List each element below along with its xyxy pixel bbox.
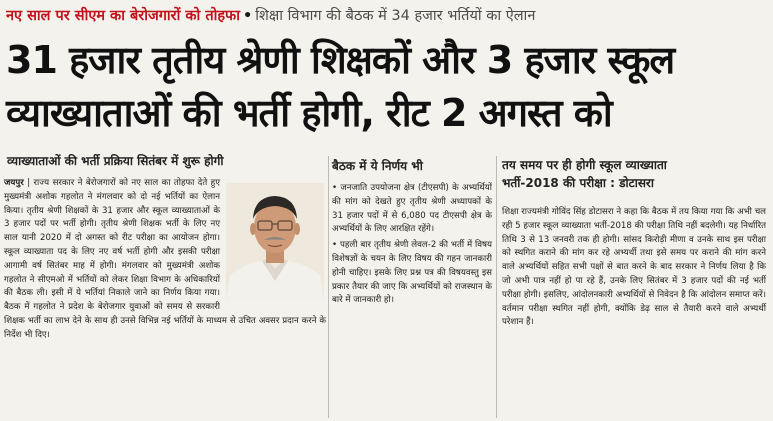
article-column-1 [4, 153, 326, 343]
column-3-body: शिक्षा राज्यमंत्री गोविंद सिंह डोटासरा ने कहा कि बैठक में तय किया गया कि अभी चल रही 5 हजार स्कूल व्याख्याता भर्ती-2018 की परीक्षा तिथि नहीं बदलेगी। यह निर्धारित तिथि 3 से 13 जनवरी तक ही होगी। सांसद किरोड़ी मीणा व उनके साथ इस परीक्षा को स्थगित कराने की मांग कर रहे अभ्यर्थी तथा इसे समय पर कराने की मांग करने वाले अभ्यर्थियों सहित सभी पक्षों से बात करने के बाद सरकार ने निर्णय लिया है कि जो अभी पात्र नहीं हो पा रहे हैं, उनके लिए सितंबर में 3 हजार पदों की नई भर्ती परीक्षा होगी। इसलिए, आंदोलनकारी अभ्यर्थियों से निवेदन है कि आंदोलन समाप्त करें। वर्तमान परीक्षा स्थगित नहीं होगी, क्योंकि डेढ़ साल से तैयारी करने वाले अभ्यर्थी परेशान हैं। [502, 207, 766, 328]
kicker-line [6, 3, 771, 29]
column-divider [328, 156, 329, 418]
kicker-bullet: • [242, 8, 253, 24]
article-column-3 [502, 156, 766, 330]
headline [6, 34, 768, 140]
column-2-subhead: बैठक में ये निर्णय भी [332, 159, 423, 173]
kicker-news: शिक्षा विभाग की बैठक में 34 हजार भर्तियों का ऐलान [255, 8, 536, 24]
list-item: • जनजाति उपयोजना क्षेत्र (टीएसपी) के अभ्यर्थियों की मांग को देखते हुए तृतीय श्रेणी अध्यापकों के 31 हजार पदों में से 6,080 पद टीएसपी क्षेत्र के अभ्यर्थियों के लिए आरक्षित रहेंगे। [332, 183, 492, 235]
decisions-list [332, 182, 492, 308]
dateline-place: जयपुर [4, 178, 24, 188]
headline-line-1: 31 हजार तृतीय श्रेणी शिक्षकों और 3 हजार स्कूल [6, 38, 675, 82]
kicker-tag: नए साल पर सीएम का बेरोजगारों को तोहफा [6, 8, 240, 24]
column-1-subhead: व्याख्याताओं की भर्ती प्रक्रिया सितंबर में शुरू होगी [7, 154, 224, 168]
cm-portrait-photo [226, 183, 324, 301]
article-column-2 [332, 158, 492, 310]
column-3-subhead-line-1: तय समय पर ही होगी स्कूल व्याख्याता [502, 158, 667, 172]
list-item: • पहली बार तृतीय श्रेणी लेवल-2 की भर्ती में विषय विशेषज्ञों के चयन के लिए विषय की गहन जानकारी होनी चाहिए। इसके लिए प्रश्न पत्र की विषयवस्तु इस प्रकार तैयार की जाए कि अभ्यर्थियों को राजस्थान के बारे में जानकारी हो। [332, 240, 492, 306]
column-1-body: जयपुर | राज्य सरकार ने बेरोजगारों को नए साल का तोहफा देते हुए मुख्यमंत्री अशोक गहलोत ने मंगलवार को दो नई भर्तियों का ऐलान किया। तृतीय श्रेणी शिक्षकों के 31 हजार और स्कूल व्याख्याताओं के 3 हजार पदों पर भर्ती होगी। तृतीय श्रेणी शिक्षक भर्ती के लिए नए साल यानी 2020 में दो अगस्त को रीट परीक्षा का आयोजन होगा। स्कूल व्याख्याता पद के लिए नए वर्ष भर्ती होगी और इसकी परीक्षा आगामी वर्ष सितंबर माह में होगी। मंगलवार को मुख्यमंत्री अशोक गहलोत ने सीएमओ में भर्तियों को लेकर शिक्षा विभाग के अधिकारियों की बैठक ली। इसी में ये भर्तियां निकाले जाने का निर्णय किया गया। बैठक में गहलोत ने प्रदेश के बेरोजगार युवाओं को समय से सरकारी शिक्षक भर्ती का लाभ देने के साथ ही उनसे विभिन्न नई भर्तियों के माध्यम से उचित अवसर प्रदान करने के निर्देश भी दिए। [4, 178, 326, 340]
column-3-subhead-line-2: भर्ती-2018 की परीक्षा : डोटासरा [502, 176, 654, 190]
headline-line-2: व्याख्याताओं की भर्ती होगी, रीट 2 अगस्त को [6, 91, 612, 135]
column-1-body-text: राज्य सरकार ने बेरोजगारों को नए साल का तोहफा देते हुए मुख्यमंत्री अशोक गहलोत ने मंगलवार को दो नई भर्तियों का ऐलान किया। तृतीय श्रेणी शिक्षकों के 31 हजार और स्कूल व्याख्याताओं के 3 हजार पदों पर भर्ती होगी। तृतीय श्रेणी शिक्षक भर्ती के लिए नए साल यानी 2020 में दो अगस्त को रीट परीक्षा का आयोजन होगा। स्कूल व्याख्याता पद के लिए नए वर्ष भर्ती होगी और इसकी परीक्षा आगामी वर्ष सितंबर माह में होगी। मंगलवार को मुख्यमंत्री अशोक गहलोत ने सीएमओ में भर्तियों को लेकर शिक्षा विभाग के अधिकारियों की बैठक ली। इसी में ये भर्तियां निकाले जाने का निर्णय किया गया। बैठक में गहलोत ने प्रदेश के बेरोजगार युवाओं को समय से सरकारी शिक्षक भर्ती का लाभ देने के साथ ही उनसे विभिन्न नई भर्तियों के माध्यम से उचित अवसर प्रदान करने के निर्देश भी दिए। [4, 178, 326, 340]
column-divider [496, 156, 497, 418]
